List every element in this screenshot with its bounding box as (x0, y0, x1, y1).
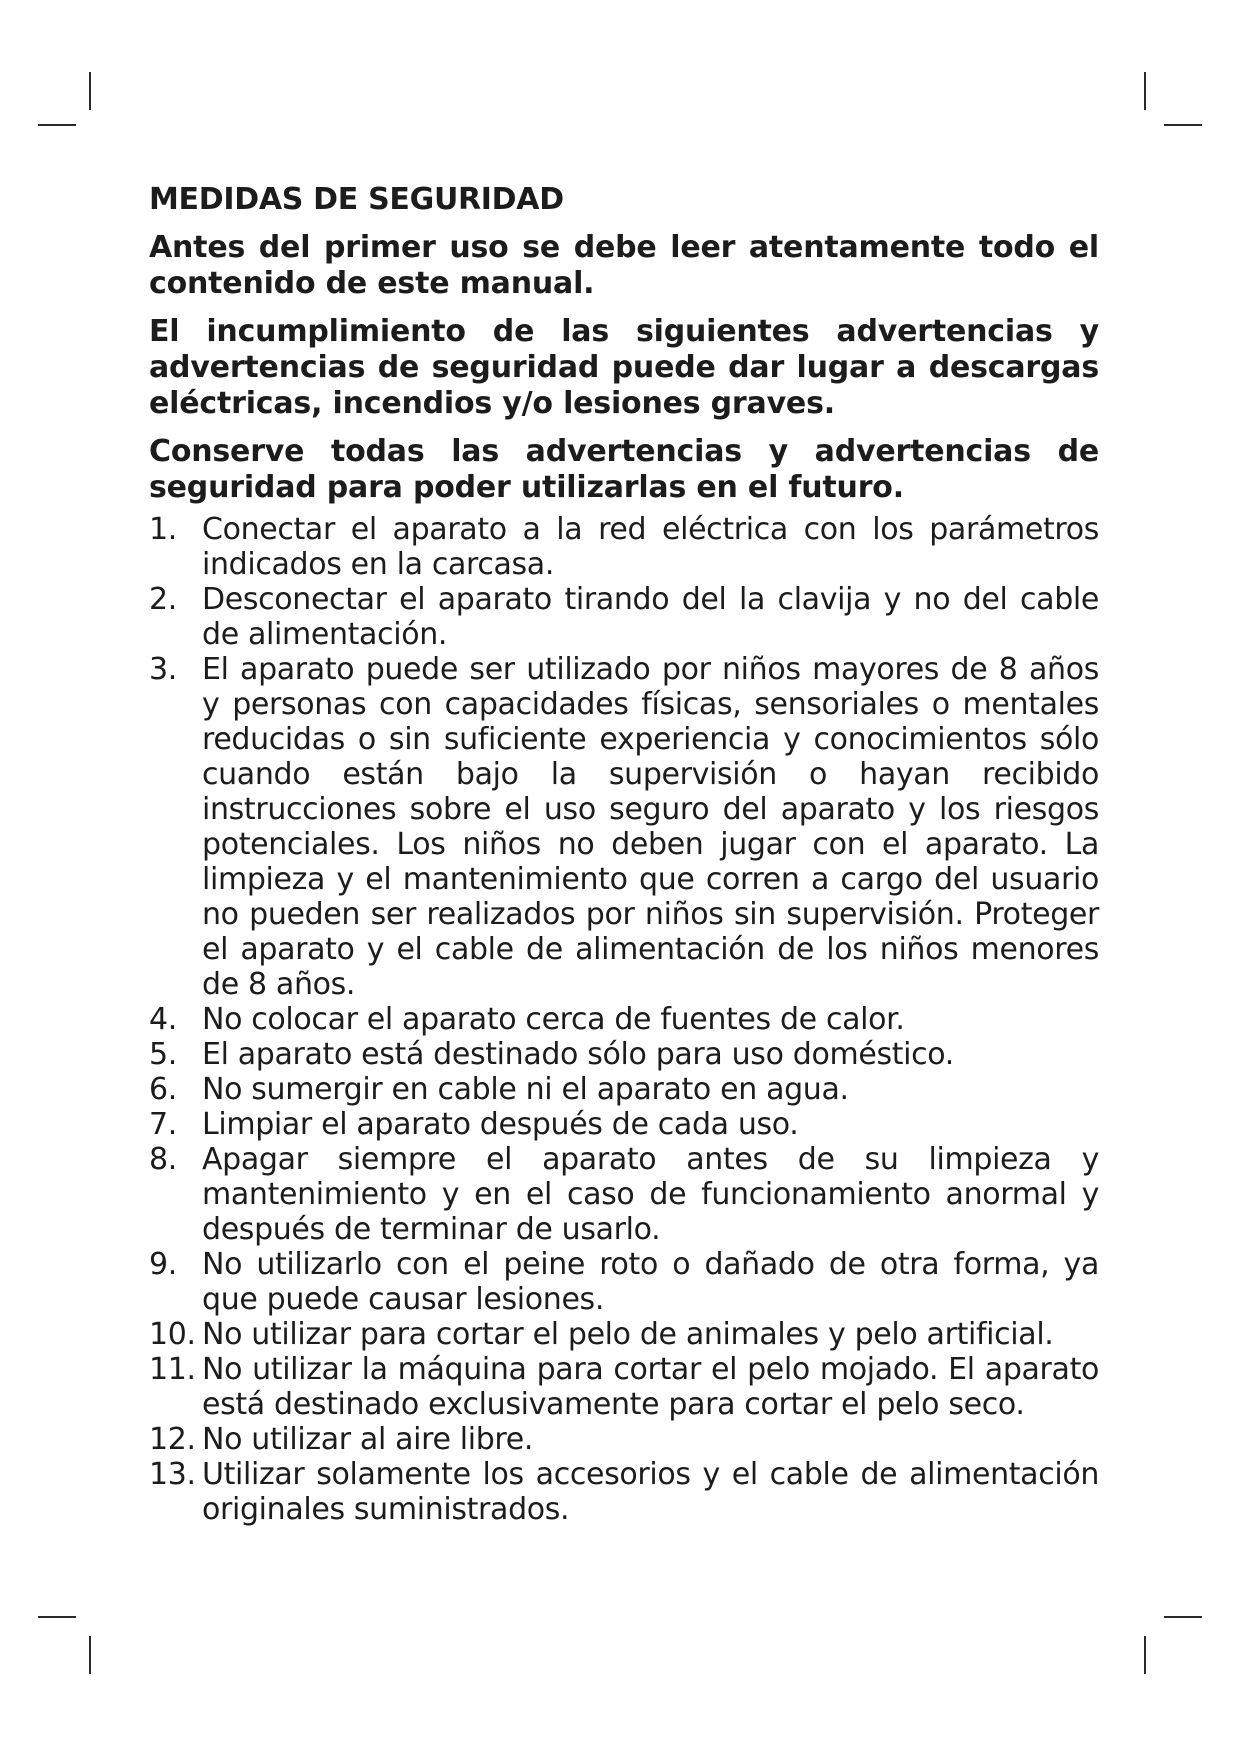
list-item (149, 1317, 1099, 1352)
item-text: Apagar siempre el aparato antes de su limpieza y mantenimiento y en el caso de funcionamiento anormal y después de terminar de usarlo. (202, 1142, 1099, 1247)
list-item (149, 1037, 1099, 1072)
crop-mark-bottom-left-horizontal (38, 1616, 76, 1618)
item-number: 8. (149, 1142, 177, 1177)
safety-section (149, 180, 1099, 1527)
item-text: No utilizar para cortar el pelo de animales y pelo artificial. (202, 1317, 1054, 1352)
item-text: Desconectar el aparato tirando del la clavija y no del cable de alimentación. (202, 582, 1099, 652)
item-number: 10. (149, 1317, 196, 1352)
intro-read-manual: Antes del primer uso se debe leer atentamente todo el contenido de este manual. (149, 230, 1099, 301)
list-item (149, 582, 1099, 652)
list-item (149, 1072, 1099, 1107)
crop-mark-top-right-vertical (1144, 72, 1146, 110)
crop-mark-top-right-horizontal (1164, 124, 1202, 126)
item-number: 13. (149, 1457, 196, 1492)
list-item (149, 652, 1099, 1002)
crop-mark-top-left-vertical (89, 72, 91, 110)
list-item (149, 1422, 1099, 1457)
item-number: 4. (149, 1002, 177, 1037)
list-item (149, 1142, 1099, 1247)
crop-mark-top-left-horizontal (38, 124, 76, 126)
item-number: 2. (149, 582, 177, 617)
crop-mark-bottom-right-vertical (1144, 1636, 1146, 1674)
list-item (149, 1247, 1099, 1317)
item-text: No colocar el aparato cerca de fuentes de calor. (202, 1002, 905, 1037)
list-item (149, 1457, 1099, 1527)
item-text: El aparato puede ser utilizado por niños mayores de 8 años y personas con capacidades físicas, sensoriales o mentales reducidas o sin suficiente experiencia y conocimientos sólo cuando están bajo la supervisión o hayan recibido instrucciones sobre el uso seguro del aparato y los riesgos potenciales. Los niños no deben jugar con el aparato. La limpieza y el mantenimiento que corren a cargo del usuario no pueden ser realizados por niños sin supervisión. Proteger el aparato y el cable de alimentación de los niños menores de 8 años. (202, 652, 1099, 1002)
list-item (149, 1002, 1099, 1037)
item-number: 5. (149, 1037, 177, 1072)
safety-rules-list (149, 512, 1099, 1527)
item-text: No sumergir en cable ni el aparato en agua. (202, 1072, 849, 1107)
item-number: 12. (149, 1422, 196, 1457)
item-text: No utilizar la máquina para cortar el pelo mojado. El aparato está destinado exclusivamente para cortar el pelo seco. (202, 1352, 1099, 1422)
list-item (149, 1352, 1099, 1422)
intro-warning-consequences: El incumplimiento de las siguientes advertencias y advertencias de seguridad puede dar lugar a descargas eléctricas, incendios y/o lesiones graves. (149, 314, 1099, 421)
crop-mark-bottom-right-horizontal (1164, 1616, 1202, 1618)
item-number: 3. (149, 652, 177, 687)
item-text: No utilizar al aire libre. (202, 1422, 534, 1457)
item-text: Limpiar el aparato después de cada uso. (202, 1107, 799, 1142)
item-number: 6. (149, 1072, 177, 1107)
item-text: El aparato está destinado sólo para uso doméstico. (202, 1037, 954, 1072)
intro-keep-warnings: Conserve todas las advertencias y advertencias de seguridad para poder utilizarlas en el futuro. (149, 434, 1099, 505)
item-number: 1. (149, 512, 177, 547)
list-item (149, 512, 1099, 582)
list-item (149, 1107, 1099, 1142)
item-number: 9. (149, 1247, 177, 1282)
item-number: 11. (149, 1352, 196, 1387)
item-text: No utilizarlo con el peine roto o dañado de otra forma, ya que puede causar lesiones. (202, 1247, 1099, 1317)
crop-mark-bottom-left-vertical (89, 1636, 91, 1674)
item-text: Utilizar solamente los accesorios y el cable de alimentación originales suministrados. (202, 1457, 1099, 1527)
item-text: Conectar el aparato a la red eléctrica con los parámetros indicados en la carcasa. (202, 512, 1099, 582)
item-number: 7. (149, 1107, 177, 1142)
section-title: MEDIDAS DE SEGURIDAD (149, 182, 564, 217)
